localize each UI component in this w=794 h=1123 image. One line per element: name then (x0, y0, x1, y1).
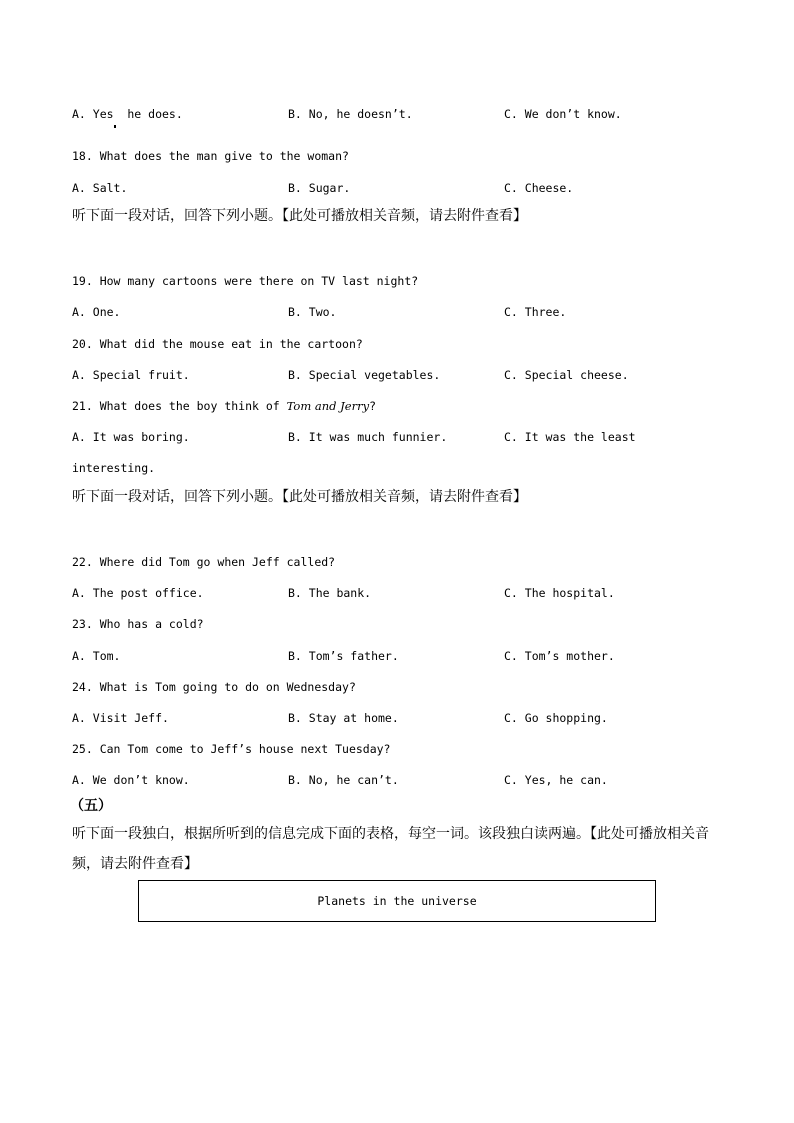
q18-option-b: B. Sugar. (288, 181, 351, 195)
planets-table (138, 880, 656, 922)
q17-option-a: A. Yes he does. (72, 107, 183, 121)
q21-option-a: A. It was boring. (72, 430, 190, 444)
q24-option-a: A. Visit Jeff. (72, 711, 169, 725)
q25-option-a: A. We don’t know. (72, 773, 190, 787)
q20-option-c: C. Special cheese. (504, 368, 629, 382)
q23-option-b: B. Tom’s father. (288, 649, 399, 663)
q23-question: 23. Who has a cold? (72, 617, 204, 631)
q17-option-c: C. We don’t know. (504, 107, 622, 121)
q19-option-a: A. One. (72, 305, 121, 319)
q21-question-prefix: 21. What does the boy think of (72, 399, 287, 413)
q21-option-c: C. It was the least (504, 430, 636, 444)
q21-question-suffix: ? (369, 399, 377, 413)
q22-option-c: C. The hospital. (504, 586, 615, 600)
instruction-1: 听下面一段对话，回答下列小题。【此处可播放相关音频，请去附件查看】 (72, 208, 527, 224)
q18-option-a: A. Salt. (72, 181, 128, 195)
q24-option-b: B. Stay at home. (288, 711, 399, 725)
q24-option-c: C. Go shopping. (504, 711, 608, 725)
q19-option-c: C. Three. (504, 305, 567, 319)
q22-question: 22. Where did Tom go when Jeff called? (72, 555, 336, 569)
q19-option-b: B. Two. (288, 305, 337, 319)
q17-option-b: B. No, he doesn’t. (288, 107, 413, 121)
q20-question: 20. What did the mouse eat in the cartoon? (72, 337, 363, 351)
q22-option-a: A. The post office. (72, 586, 204, 600)
q21-question (72, 399, 376, 413)
stray-mark (114, 125, 116, 128)
q20-option-b: B. Special vegetables. (288, 368, 441, 382)
q23-option-a: A. Tom. (72, 649, 121, 663)
q25-option-b: B. No, he can’t. (288, 773, 399, 787)
q19-question: 19. How many cartoons were there on TV last night? (72, 274, 419, 288)
q21-option-c-continued: interesting. (72, 461, 156, 475)
q20-option-a: A. Special fruit. (72, 368, 190, 382)
section-5-heading: （五） (70, 798, 112, 814)
instruction-2: 听下面一段对话，回答下列小题。【此处可播放相关音频，请去附件查看】 (72, 489, 527, 505)
q21-option-b: B. It was much funnier. (288, 430, 448, 444)
q24-question: 24. What is Tom going to do on Wednesday? (72, 680, 356, 694)
q25-option-c: C. Yes, he can. (504, 773, 608, 787)
q18-option-c: C. Cheese. (504, 181, 574, 195)
q22-option-b: B. The bank. (288, 586, 372, 600)
q23-option-c: C. Tom’s mother. (504, 649, 615, 663)
q21-question-title: Tom and Jerry (286, 399, 370, 413)
section-5-instruction: 听下面一段独白，根据所听到的信息完成下面的表格，每空一词。该段独白读两遍。【此处可播放相关音频，请去附件查看】 (72, 826, 709, 872)
q18-question: 18. What does the man give to the woman? (72, 149, 349, 163)
planets-table-title: Planets in the universe (317, 894, 477, 908)
q25-question: 25. Can Tom come to Jeff’s house next Tuesday? (72, 742, 391, 756)
